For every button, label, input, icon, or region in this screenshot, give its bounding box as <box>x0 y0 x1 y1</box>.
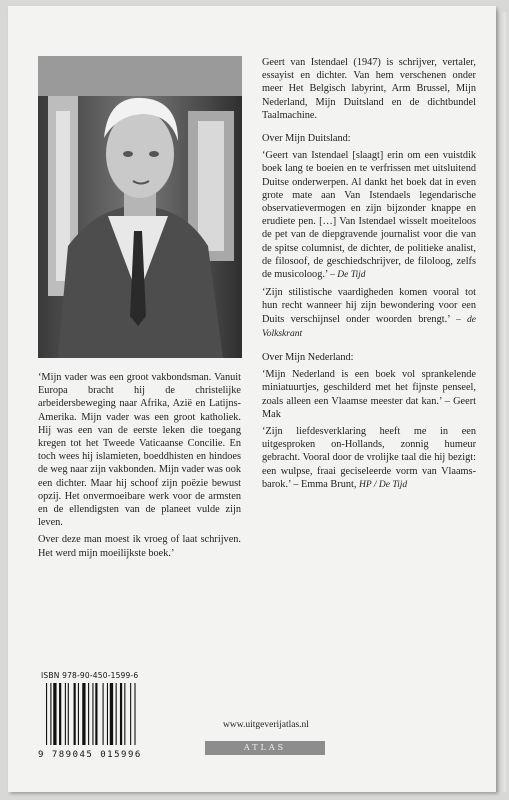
publisher-logo: ATLAS <box>205 741 325 755</box>
duitsland-review-2-source: – de Volkskrant <box>262 314 477 339</box>
barcode-bar <box>53 683 56 745</box>
publisher-website: www.uitgeverijatlas.nl <box>223 720 309 730</box>
barcode-bar <box>103 683 104 745</box>
barcode-bar <box>110 683 113 745</box>
author-bio: Geert van Istendael (1947) is schrijver, vertaler, essayist en dichter. Van hem verschenen onder meer Het Belgisch labyrint, Arm Brussel, Mijn Nederland, Mijn Duitsland en de dichtbundel Taalmachine. <box>262 57 476 121</box>
barcode-bar <box>120 683 122 745</box>
barcode-bar <box>95 683 97 745</box>
barcode-bar <box>130 683 131 745</box>
barcode <box>46 683 162 745</box>
barcode-bar <box>74 683 76 745</box>
barcode-bar <box>124 683 125 745</box>
barcode-bar <box>134 683 135 745</box>
barcode-bar <box>50 683 51 745</box>
isbn-label: ISBN 978-90-450-1599-6 <box>41 671 139 680</box>
father-quote-p1: ‘Mijn vader was een groot vakbondsman. Vanuit Europa bracht hij de christelijke arbeidersbeweging naar Afrika, Azië en Latijns-Amerika. Mijn vader was een groot katholiek. Hij was een van de eerste leken die toegang kregen tot het Tweede Vaticaanse Concilie. En toch wees hij islamieten, boeddhisten en hindoes de weg naar zijn vakbonden. Mijn vader was ook een dichter. Maar hij schoof zijn poëzie bewust opzij. Het onvermoeibare werk voor de armsten en de ellendigsten van de planeet vulde zijn leven. <box>38 372 241 529</box>
nederland-review-1: ‘Mijn Nederland is een boek vol sprankelende miniatuurtjes, geschilderd met het fijnste penseel, zoals alleen een Vlaamse meester dat kan.’ – Geert Mak <box>262 369 476 420</box>
book-page-edge <box>496 12 506 792</box>
barcode-number: 9 789045 015996 <box>38 750 142 760</box>
barcode-bar <box>92 683 93 745</box>
barcode-bar <box>88 683 89 745</box>
duitsland-review-1: ‘Geert van Istendael [slaagt] erin om een vuistdik boek lang te boeien en te verfrissen met uitsluitend Duitse onderwerpen. Al dankt het boek dat in even grote mate aan Van Istendaels legendarische observatievermogen en zijn bijzonder knappe en erudiete pen. […] Van Istendael wisselt moeiteloos de pet van de diepgravende journalist voor die van de spitse columnist, de dichter, de politieke analist, de filosoof, de geschiedschrijver, de filoloog, zelfs de musicoloog.’ – De Tijd <box>262 150 476 281</box>
right-column <box>262 56 476 496</box>
barcode-bar <box>78 683 79 745</box>
duitsland-review-1-source: – De Tijd <box>330 270 366 281</box>
barcode-bar <box>65 683 66 745</box>
father-quote-p2: Over deze man moest ik vroeg of laat schrijven. Het werd mijn moeilijkste boek.’ <box>38 534 241 559</box>
barcode-bar <box>46 683 47 745</box>
barcode-bar <box>59 683 61 745</box>
barcode-bar <box>107 683 108 745</box>
barcode-bar <box>68 683 69 745</box>
barcode-bar <box>116 683 117 745</box>
father-quote <box>38 371 241 564</box>
duitsland-heading: Over Mijn Duitsland: <box>262 133 351 145</box>
duitsland-review-2: ‘Zijn stilistische vaardigheden komen vooral tot hun recht wanneer hij zijn bewondering voor een Duits verschijnsel onder woorden brengt.’ – de Volkskrant <box>262 287 477 339</box>
author-photo <box>38 56 242 358</box>
barcode-bar <box>82 683 85 745</box>
nederland-review-2-source: HP / De Tijd <box>359 479 408 490</box>
nederland-heading: Over Mijn Nederland: <box>262 352 354 364</box>
nederland-review-2: ‘Zijn liefdesverklaring heeft me in een uitgesproken on-Hollands, zonnig humeur gebracht. Vooral door de vrolijke taal die hij bezigt: een wulpse, fraai geciseleerde vorm van Vlaams-barok.’ – Emma Brunt, HP / De Tijd <box>262 426 476 490</box>
